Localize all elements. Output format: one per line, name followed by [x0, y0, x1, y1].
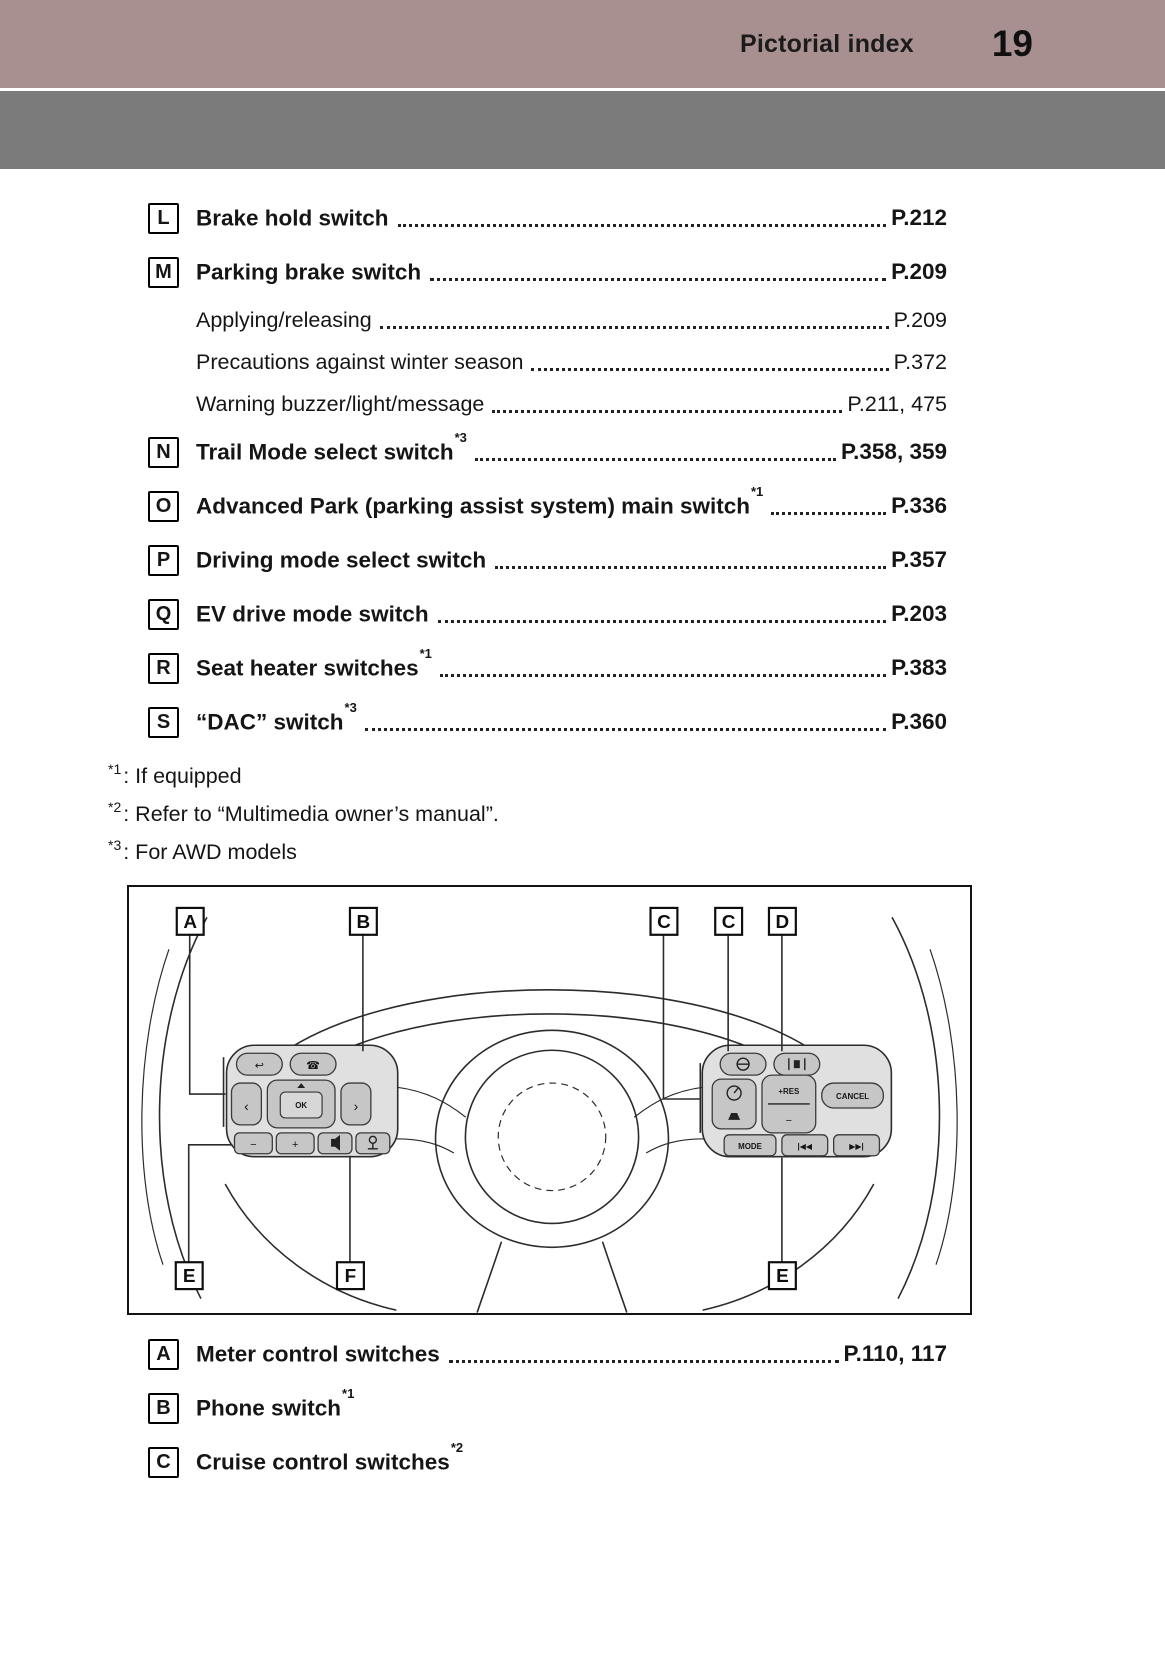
toc-entry — [148, 695, 947, 749]
steering-wheel-svg — [129, 887, 970, 1313]
dotted-leader — [492, 410, 842, 413]
dotted-leader — [771, 512, 886, 515]
item-letter-box: L — [148, 203, 179, 234]
phone-icon: ☎ — [306, 1060, 320, 1073]
item-label: Advanced Park (parking assist system) main switch$^{*1}$ — [196, 483, 764, 519]
dotted-leader — [438, 620, 887, 623]
legend-entry — [148, 1327, 947, 1381]
svg-text:C: C — [657, 911, 671, 933]
arrow-right-icon: › — [353, 1097, 359, 1114]
toc-entry — [148, 587, 947, 641]
page-ref: P.357 — [891, 547, 947, 572]
mode-label: MODE — [738, 1141, 762, 1151]
page-header-band — [0, 0, 1165, 88]
page-ref: P.212 — [891, 205, 947, 230]
dotted-leader — [475, 458, 836, 461]
toc-subentry — [148, 383, 947, 425]
footnote: *2 : Refer to “Multimedia owner’s manual”. — [108, 799, 499, 826]
item-label: Precautions against winter season — [196, 349, 524, 374]
item-letter-box: Q — [148, 599, 179, 630]
item-label: Brake hold switch — [196, 205, 389, 231]
item-label: Phone switch$^{*1}$ — [196, 1385, 355, 1421]
item-letter-box: N — [148, 437, 179, 468]
page-ref: P.372 — [893, 349, 947, 374]
diagram-legend — [0, 1315, 1165, 1489]
footnote: *1 : If equipped — [108, 761, 242, 788]
page-ref: P.110, 117 — [843, 1341, 947, 1366]
page-ref: P.336 — [891, 493, 947, 518]
item-label: Meter control switches — [196, 1341, 440, 1367]
section-title: Pictorial index — [739, 29, 914, 58]
dotted-leader — [365, 728, 886, 731]
dotted-leader — [531, 368, 888, 371]
toc-entry — [148, 641, 947, 695]
item-label: Cruise control switches$^{*2}$ — [196, 1439, 464, 1475]
legend-entry — [148, 1381, 947, 1435]
item-label: Seat heater switches$^{*1}$ — [196, 645, 432, 681]
legend-entry — [148, 1435, 947, 1489]
page-ref: P.209 — [893, 307, 947, 332]
dotted-leader — [430, 278, 886, 281]
item-letter-box: A — [148, 1339, 179, 1370]
toc-subentry — [148, 299, 947, 341]
item-label: Applying/releasing — [196, 307, 372, 332]
item-letter-box: M — [148, 257, 179, 288]
page-ref: P.203 — [891, 601, 947, 626]
item-label: Trail Mode select switch$^{*3}$ — [196, 429, 467, 465]
toc-entry — [148, 191, 947, 245]
footnote: *3 : For AWD models — [108, 837, 297, 864]
item-letter-box: S — [148, 707, 179, 738]
page-ref: P.358, 359 — [841, 439, 947, 464]
wheel-hub — [436, 1030, 669, 1247]
page-number: 19 — [991, 23, 1033, 64]
item-letter-box: C — [148, 1447, 179, 1478]
toc-entry — [148, 479, 947, 533]
item-letter-box: O — [148, 491, 179, 522]
item-label: Parking brake switch — [196, 259, 422, 285]
ok-label: OK — [295, 1100, 308, 1110]
svg-text:C: C — [721, 911, 736, 933]
page-ref: P.209 — [891, 259, 947, 284]
next-track-icon: ▶▶| — [849, 1141, 864, 1151]
cancel-label: CANCEL — [835, 1092, 870, 1102]
page-ref: P.211, 475 — [847, 391, 947, 416]
left-control-pad — [227, 1045, 398, 1156]
dotted-leader — [449, 1360, 839, 1363]
footnotes — [0, 749, 1165, 871]
svg-text:E: E — [182, 1266, 196, 1288]
dotted-leader — [398, 224, 887, 227]
svg-text:B: B — [356, 911, 371, 933]
item-letter-box: P — [148, 545, 179, 576]
item-label: “DAC” switch$^{*3}$ — [196, 699, 357, 735]
page-ref: P.360 — [891, 709, 947, 734]
back-icon: ↩ — [254, 1060, 264, 1073]
item-label: Driving mode select switch — [196, 547, 487, 573]
volume-up-icon: + — [292, 1138, 299, 1151]
toc-entry — [148, 533, 947, 587]
spoke-connectors — [396, 1087, 705, 1153]
toc-entry — [148, 425, 947, 479]
svg-text:D: D — [775, 911, 790, 933]
dotted-leader — [380, 326, 889, 329]
item-label: Warning buzzer/light/message — [196, 391, 485, 416]
set-minus-label: − — [785, 1114, 793, 1127]
section-divider-bar — [0, 91, 1165, 169]
bottom-spoke — [477, 1242, 626, 1312]
toc-entry — [148, 245, 947, 299]
res-label: +RES — [778, 1087, 800, 1097]
toc-subentry — [148, 341, 947, 383]
dotted-leader — [495, 566, 886, 569]
dotted-leader — [440, 674, 886, 677]
arrow-left-icon: ‹ — [244, 1097, 249, 1114]
toc-list — [0, 169, 1165, 749]
svg-text:E: E — [776, 1266, 789, 1288]
item-letter-box: B — [148, 1393, 179, 1424]
svg-text:A: A — [183, 911, 198, 933]
page-ref: P.383 — [891, 655, 947, 680]
previous-track-icon: |◀◀ — [797, 1141, 813, 1151]
right-control-pad — [702, 1045, 891, 1156]
item-letter-box: R — [148, 653, 179, 684]
item-label: EV drive mode switch — [196, 601, 429, 627]
svg-text:F: F — [344, 1266, 357, 1288]
steering-wheel-diagram — [127, 885, 972, 1315]
volume-down-icon: − — [250, 1138, 257, 1151]
